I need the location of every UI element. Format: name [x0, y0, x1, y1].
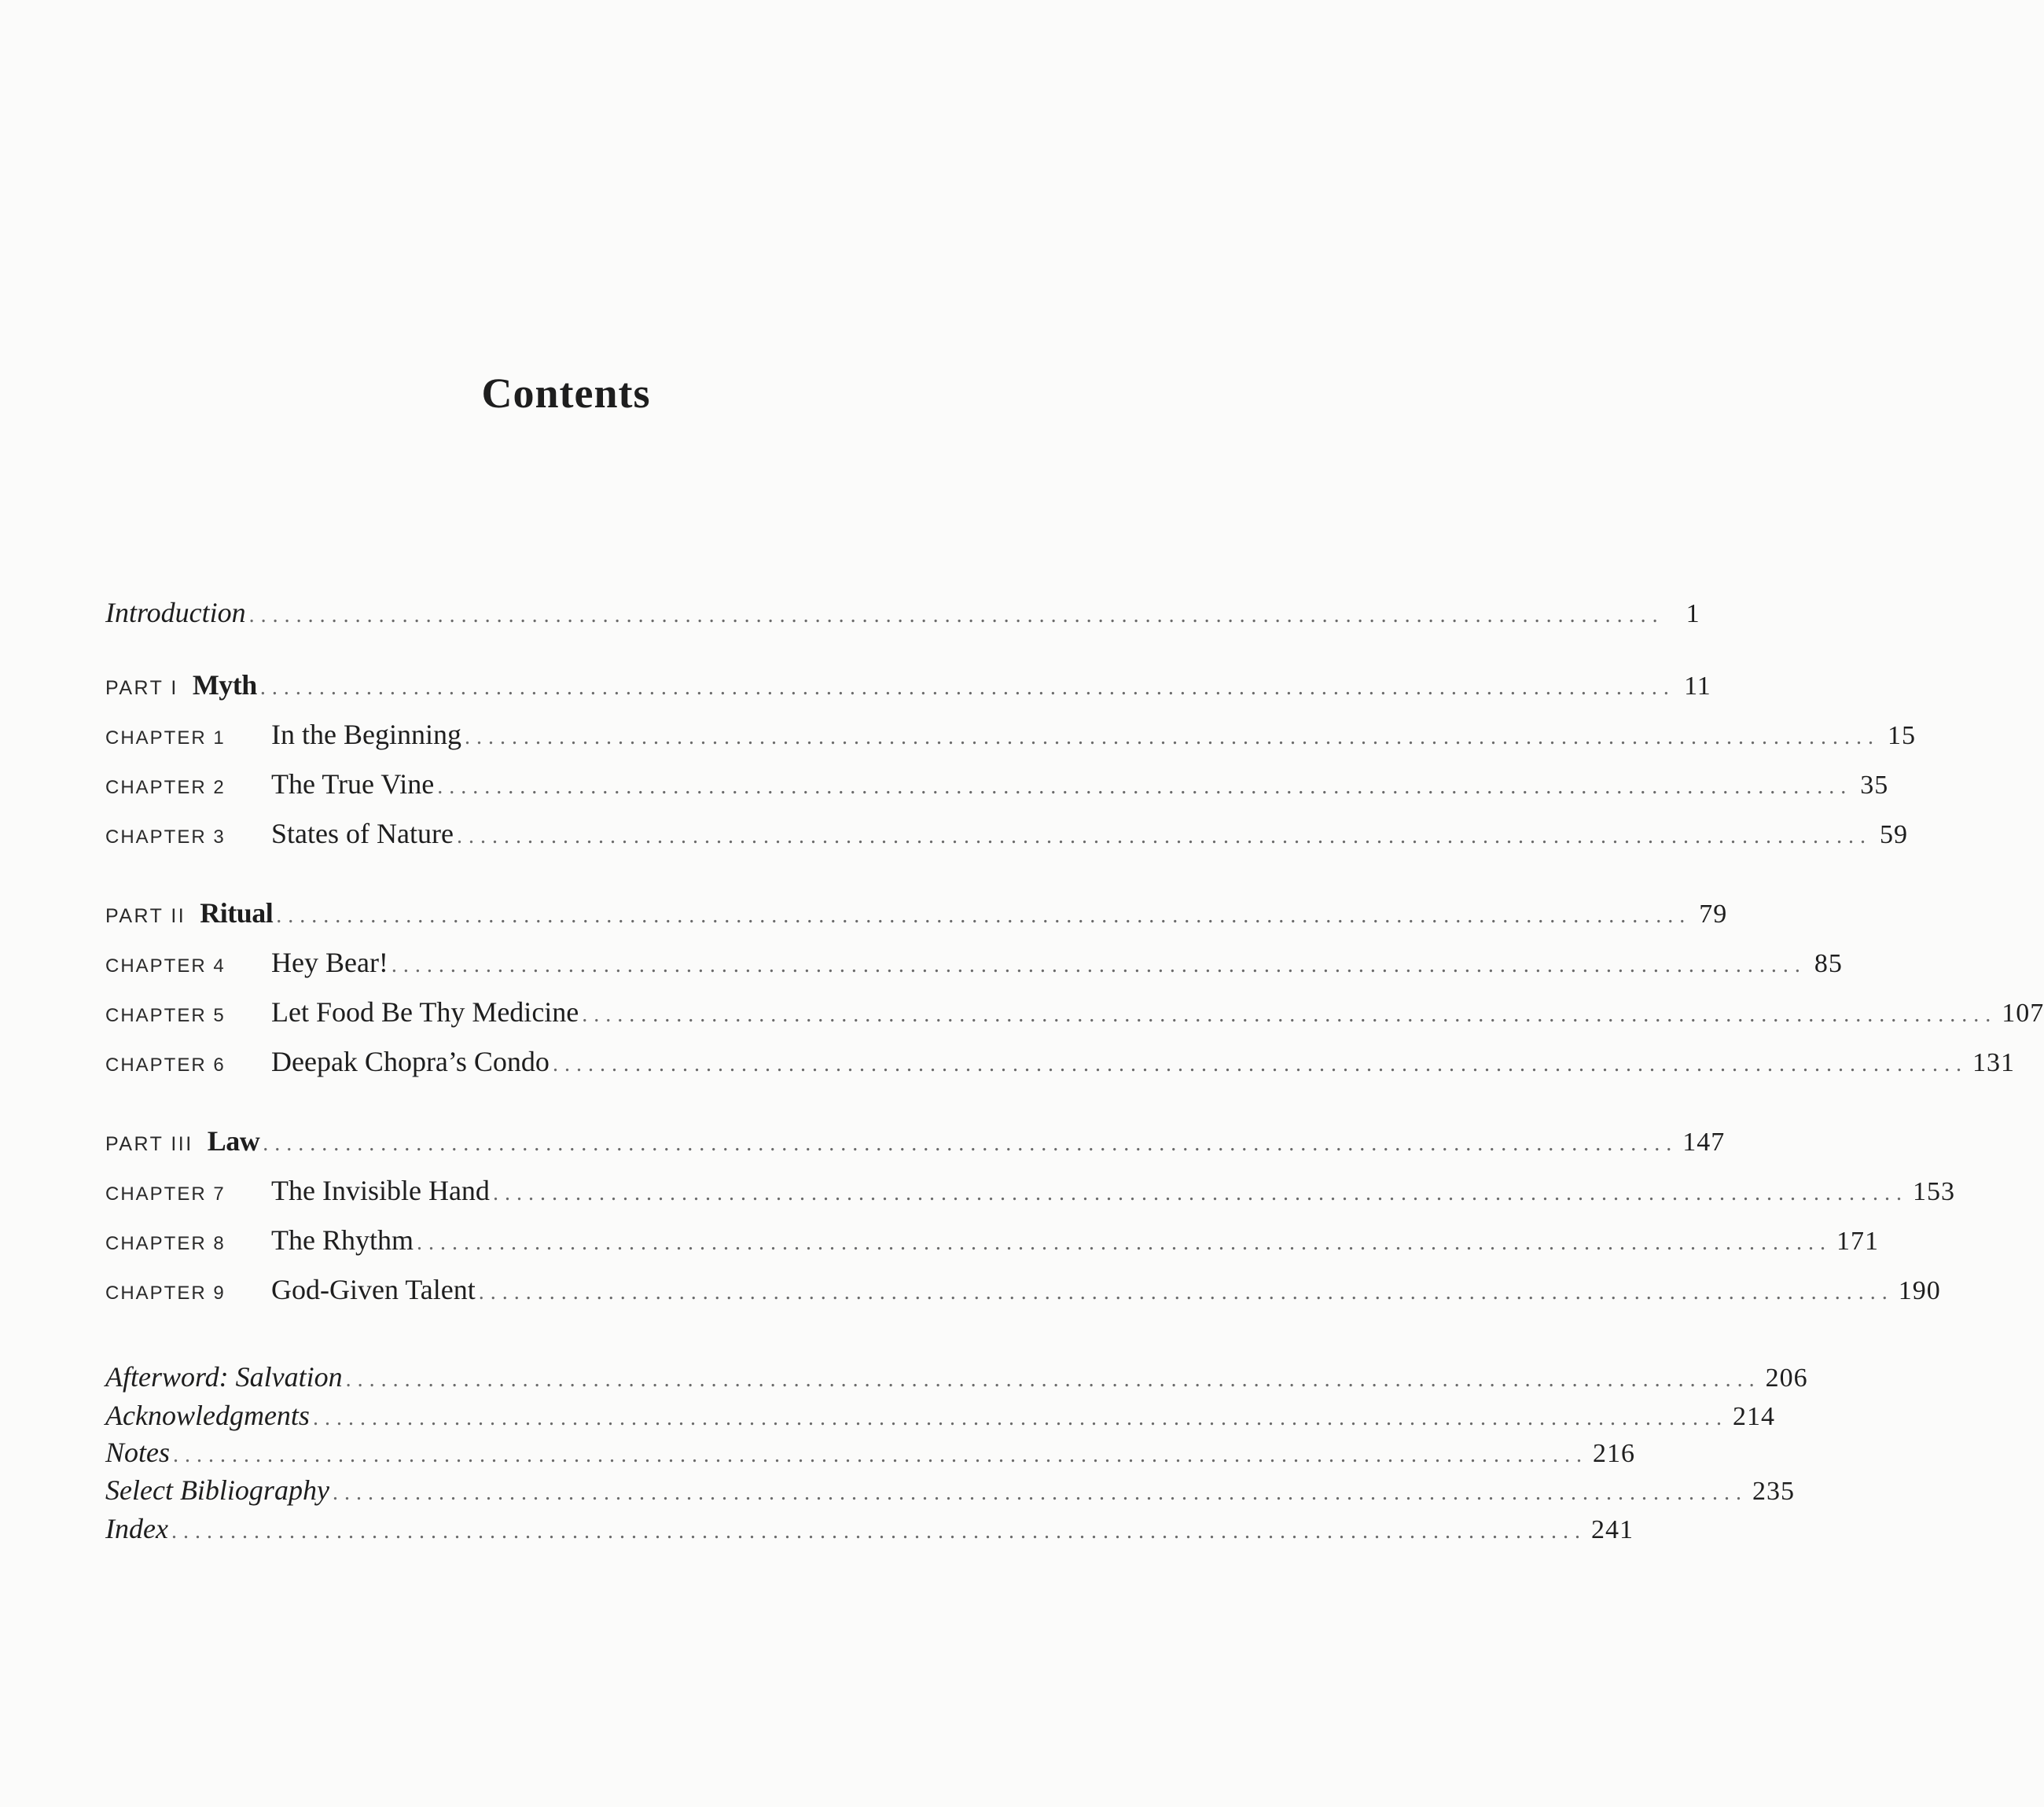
entry-page-number: 206: [1765, 1364, 1808, 1393]
toc-entry-index[interactable]: [105, 1511, 1634, 1546]
dot-leader: ........................................................................................................................: [332, 1481, 1748, 1505]
chapter-label: CHAPTER 1: [105, 727, 226, 749]
entry-page-number: 131: [1972, 1048, 2015, 1077]
toc-entry-chapter-8[interactable]: [105, 1223, 1879, 1257]
toc-entry-chapter-4[interactable]: [105, 945, 1843, 980]
toc-entry-chapter-6[interactable]: [105, 1044, 2015, 1079]
dot-leader: ........................................................................................................................: [492, 1181, 1908, 1205]
entry-page-number: 11: [1684, 672, 1711, 701]
toc-entry-introduction[interactable]: [105, 595, 1700, 630]
toc-entry-chapter-1[interactable]: [105, 717, 1916, 752]
entry-title: Acknowledgments: [105, 1400, 310, 1431]
entry-page-number: 35: [1860, 771, 1889, 800]
chapter-title: Let Food Be Thy Medicine: [271, 996, 579, 1028]
part-title: Law: [207, 1125, 260, 1157]
chapter-label: CHAPTER 6: [105, 1054, 226, 1076]
toc-entry-chapter-7[interactable]: [105, 1173, 1955, 1208]
toc-entry-chapter-3[interactable]: [105, 816, 1908, 851]
entry-title: Notes: [105, 1437, 171, 1468]
entry-page-number: 171: [1836, 1227, 1879, 1256]
page-title: Contents: [481, 370, 651, 417]
entry-title: Select Bibliography: [105, 1474, 329, 1506]
chapter-label: CHAPTER 9: [105, 1283, 226, 1304]
chapter-label: CHAPTER 3: [105, 826, 226, 848]
part-label: PART II: [105, 905, 186, 927]
entry-title: Introduction: [105, 597, 246, 628]
entry-page-number: 79: [1699, 900, 1728, 929]
toc-entry-afterword[interactable]: [105, 1360, 1808, 1394]
dot-leader: ........................................................................................................................: [391, 953, 1807, 977]
chapter-label: CHAPTER 2: [105, 777, 226, 798]
chapter-title: God-Given Talent: [271, 1274, 476, 1305]
part-title: Ritual: [200, 897, 274, 929]
entry-page-number: 1: [1686, 599, 1700, 628]
entry-page-number: 59: [1879, 820, 1908, 849]
part-label: PART III: [105, 1133, 193, 1155]
dot-leader: ........................................................................................................................: [276, 904, 1692, 928]
dot-leader: ........................................................................................................................: [478, 1280, 1894, 1305]
chapter-title: The True Vine: [271, 768, 435, 800]
dot-leader: ........................................................................................................................: [248, 603, 1664, 627]
chapter-title: Hey Bear!: [271, 947, 388, 978]
chapter-label: CHAPTER 5: [105, 1005, 226, 1026]
toc-entry-chapter-2[interactable]: [105, 767, 1889, 801]
entry-page-number: 190: [1898, 1276, 1941, 1305]
dot-leader: ........................................................................................................................: [312, 1406, 1728, 1430]
toc-entry-part-2[interactable]: [105, 896, 1728, 930]
entry-page-number: 153: [1912, 1177, 1955, 1206]
entry-page-number: 147: [1682, 1128, 1726, 1157]
entry-page-number: 107: [2002, 999, 2044, 1028]
dot-leader: ........................................................................................................................: [437, 775, 1853, 799]
dot-leader: ........................................................................................................................: [416, 1231, 1832, 1255]
dot-leader: ........................................................................................................................: [171, 1519, 1586, 1544]
toc-entry-notes[interactable]: [105, 1435, 1636, 1470]
dot-leader: ........................................................................................................................: [456, 824, 1872, 848]
part-title: Myth: [192, 669, 257, 701]
entry-page-number: 241: [1590, 1515, 1634, 1544]
chapter-label: CHAPTER 4: [105, 955, 226, 977]
chapter-label: CHAPTER 7: [105, 1183, 226, 1205]
chapter-title: States of Nature: [271, 818, 454, 849]
chapter-title: The Rhythm: [271, 1224, 414, 1256]
entry-title: Index: [105, 1513, 168, 1544]
chapter-label: CHAPTER 8: [105, 1233, 226, 1254]
entry-page-number: 216: [1593, 1439, 1636, 1468]
entry-page-number: 214: [1732, 1402, 1775, 1431]
toc-entry-select-bibliography[interactable]: [105, 1473, 1795, 1507]
chapter-title: Deepak Chopra’s Condo: [271, 1046, 550, 1077]
toc-entry-chapter-5[interactable]: [105, 995, 2044, 1029]
entry-title: Afterword: Salvation: [105, 1361, 343, 1393]
entry-page-number: 15: [1887, 721, 1916, 750]
toc-entry-part-3[interactable]: [105, 1124, 1726, 1158]
entry-page-number: 235: [1752, 1477, 1795, 1506]
toc-entry-acknowledgments[interactable]: [105, 1398, 1775, 1433]
chapter-title: The Invisible Hand: [271, 1175, 490, 1206]
dot-leader: ........................................................................................................................: [582, 1003, 1998, 1027]
toc-entry-chapter-9[interactable]: [105, 1272, 1941, 1307]
dot-leader: ........................................................................................................................: [173, 1443, 1589, 1467]
chapter-title: In the Beginning: [271, 719, 461, 750]
dot-leader: ........................................................................................................................: [259, 675, 1675, 700]
toc-entry-part-1[interactable]: [105, 668, 1711, 702]
dot-leader: ........................................................................................................................: [464, 725, 1880, 749]
part-label: PART I: [105, 677, 178, 699]
dot-leader: ........................................................................................................................: [552, 1052, 1968, 1076]
entry-page-number: 85: [1814, 949, 1843, 978]
dot-leader: ........................................................................................................................: [345, 1367, 1761, 1392]
dot-leader: ........................................................................................................................: [263, 1132, 1678, 1156]
